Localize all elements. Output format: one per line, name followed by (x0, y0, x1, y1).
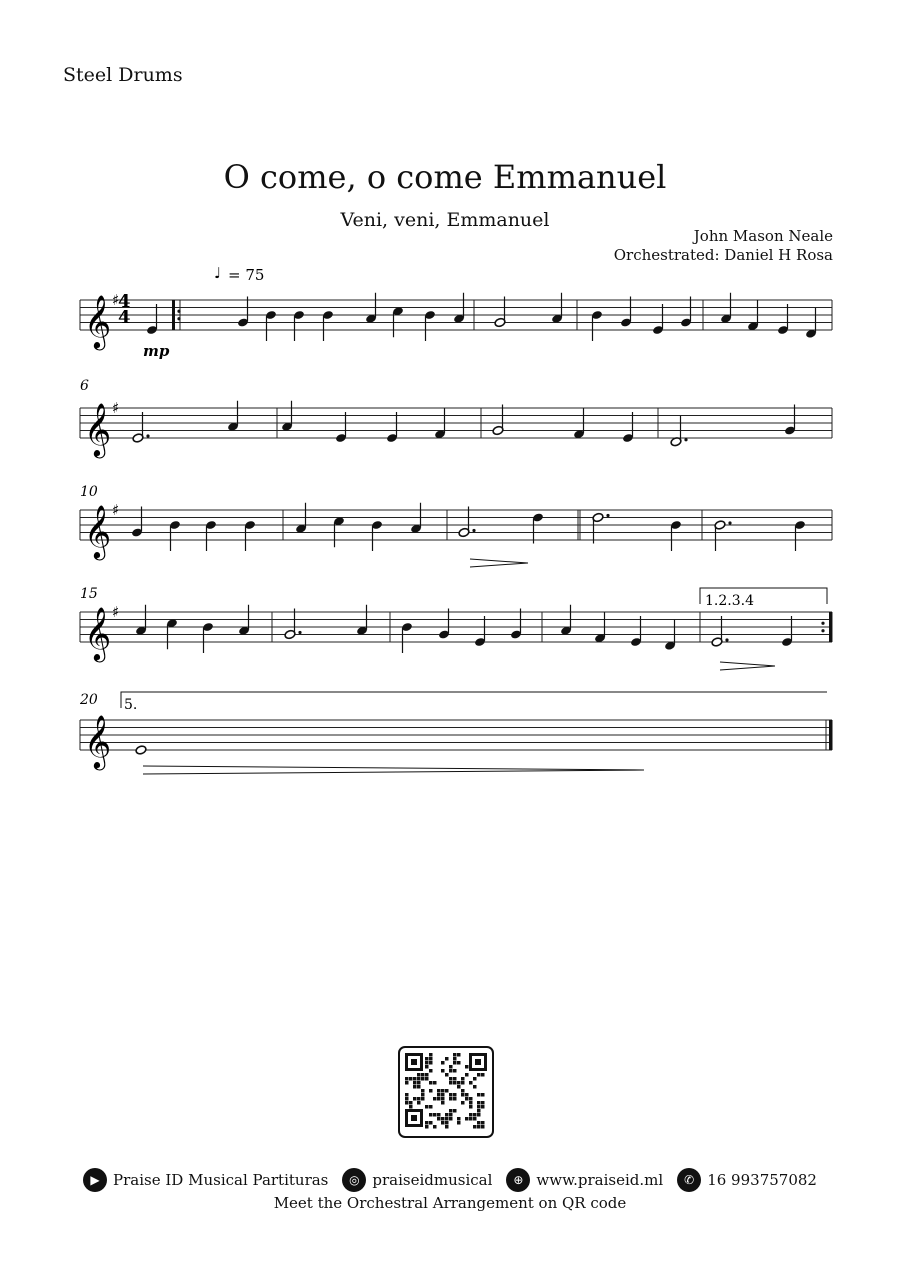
dynamic-mp: mp (143, 342, 170, 360)
qr-module (437, 1113, 441, 1117)
hairpin-decrescendo (720, 666, 775, 670)
qr-module (457, 1085, 461, 1089)
treble-clef-icon: 𝄞 (84, 714, 112, 768)
qr-module (409, 1101, 413, 1105)
qr-module (457, 1081, 461, 1085)
qr-module (441, 1121, 445, 1125)
qr-module (421, 1077, 425, 1081)
hairpin-decrescendo (143, 770, 644, 774)
qr-module (449, 1093, 453, 1097)
qr-module (453, 1061, 457, 1065)
time-signature-bottom: 4 (118, 307, 131, 328)
qr-module (449, 1081, 453, 1085)
qr-module (465, 1065, 469, 1069)
qr-module (449, 1065, 453, 1069)
qr-module (405, 1097, 409, 1101)
qr-module (445, 1121, 449, 1125)
youtube-icon: ▶ (83, 1168, 107, 1192)
qr-module (433, 1097, 437, 1101)
repeat-start-thick-bar (172, 300, 175, 330)
qr-module (477, 1093, 481, 1097)
dot (298, 631, 301, 634)
note-head (135, 745, 147, 755)
subtitle: Veni, veni, Emmanuel (340, 209, 550, 231)
qr-module (449, 1069, 453, 1073)
qr-module (449, 1109, 453, 1113)
qr-module (469, 1097, 473, 1101)
qr-module (449, 1097, 453, 1101)
qr-module (417, 1077, 421, 1081)
qr-module (477, 1101, 481, 1105)
youtube-channel[interactable]: Praise ID Musical Partituras (113, 1171, 329, 1189)
volta-2-label: 5. (124, 697, 138, 713)
qr-module (441, 1061, 445, 1065)
dot (728, 521, 731, 524)
tempo-note-glyph: ♩ (214, 264, 222, 282)
qr-module (465, 1073, 469, 1077)
composer: John Mason Neale (693, 227, 833, 245)
qr-module (437, 1093, 441, 1097)
repeat-dot (821, 629, 824, 632)
qr-module (481, 1093, 485, 1097)
qr-module (429, 1057, 433, 1061)
qr-module (425, 1073, 429, 1077)
time-signature-top: 4 (118, 291, 131, 312)
footer-note: Meet the Orchestral Arrangement on QR code (273, 1194, 627, 1212)
qr-module (465, 1117, 469, 1121)
qr-finder (411, 1059, 417, 1065)
measure-number-20: 20 (80, 692, 98, 708)
qr-code-icon (398, 1046, 494, 1138)
qr-module (477, 1105, 481, 1109)
qr-module (469, 1105, 473, 1109)
hairpin-decrescendo (470, 563, 528, 567)
instagram-icon: ◎ (342, 1168, 366, 1192)
dot (472, 529, 475, 532)
qr-module (457, 1053, 461, 1057)
dot (684, 438, 687, 441)
key-signature-sharp-icon: ♯ (112, 399, 120, 417)
qr-module (481, 1105, 485, 1109)
qr-module (461, 1081, 465, 1085)
qr-module (469, 1081, 473, 1085)
qr-module (409, 1077, 413, 1081)
qr-module (429, 1053, 433, 1057)
qr-module (445, 1125, 449, 1129)
qr-module (465, 1093, 469, 1097)
qr-module (449, 1077, 453, 1081)
qr-module (405, 1081, 409, 1085)
footer (0, 1168, 900, 1212)
qr-module (425, 1105, 429, 1109)
hairpin-decrescendo (720, 662, 775, 666)
qr-module (477, 1073, 481, 1077)
qr-module (421, 1073, 425, 1077)
qr-module (425, 1077, 429, 1081)
qr-module (457, 1121, 461, 1125)
dot (146, 434, 149, 437)
repeat-dot (821, 622, 824, 625)
qr-module (441, 1117, 445, 1121)
qr-module (445, 1113, 449, 1117)
qr-module (421, 1097, 425, 1101)
qr-module (441, 1089, 445, 1093)
qr-module (465, 1097, 469, 1101)
qr-module (405, 1101, 409, 1105)
qr-module (413, 1097, 417, 1101)
qr-module (481, 1073, 485, 1077)
qr-module (453, 1081, 457, 1085)
qr-module (469, 1117, 473, 1121)
qr-module (473, 1113, 477, 1117)
final-barline-thick (829, 720, 833, 750)
qr-finder (411, 1115, 417, 1121)
qr-module (425, 1057, 429, 1061)
qr-module (453, 1093, 457, 1097)
tempo-marking: = 75 (228, 266, 265, 284)
measure-number-6: 6 (80, 378, 89, 394)
qr-module (469, 1101, 473, 1105)
qr-module (453, 1097, 457, 1101)
qr-module (433, 1125, 437, 1129)
qr-module (437, 1097, 441, 1101)
music-marks (121, 293, 827, 774)
volta-1-label: 1.2.3.4 (705, 593, 754, 609)
qr-module (425, 1065, 429, 1069)
qr-module (449, 1113, 453, 1117)
qr-module (457, 1117, 461, 1121)
treble-clef-icon: 𝄞 (84, 294, 112, 348)
qr-module (413, 1081, 417, 1085)
repeat-dot (177, 310, 180, 313)
qr-module (449, 1117, 453, 1121)
staves (80, 291, 833, 770)
website-link[interactable]: www.praiseid.ml (536, 1171, 664, 1189)
qr-module (473, 1077, 477, 1081)
qr-module (481, 1101, 485, 1105)
qr-module (417, 1101, 421, 1105)
qr-module (461, 1093, 465, 1097)
qr-module (461, 1077, 465, 1081)
qr-module (453, 1053, 457, 1057)
treble-clef-icon: 𝄞 (84, 402, 112, 456)
qr-module (441, 1097, 445, 1101)
qr-module (445, 1117, 449, 1121)
qr-module (441, 1101, 445, 1105)
qr-module (429, 1069, 433, 1073)
qr-module (433, 1113, 437, 1117)
qr-module (437, 1117, 441, 1121)
whatsapp-number[interactable]: 16 993757082 (707, 1171, 817, 1189)
qr-module (417, 1081, 421, 1085)
qr-module (481, 1125, 485, 1129)
qr-module (413, 1077, 417, 1081)
qr-module (457, 1061, 461, 1065)
qr-module (425, 1121, 429, 1125)
qr-module (409, 1105, 413, 1109)
qr-module (445, 1073, 449, 1077)
qr-module (421, 1093, 425, 1097)
qr-module (453, 1057, 457, 1061)
qr-module (425, 1125, 429, 1129)
key-signature-sharp-icon: ♯ (112, 603, 120, 621)
qr-module (453, 1109, 457, 1113)
hairpin-decrescendo (470, 559, 528, 563)
qr-module (429, 1061, 433, 1065)
qr-module (429, 1113, 433, 1117)
qr-module (477, 1109, 481, 1113)
arranger: Orchestrated: Daniel H Rosa (613, 246, 833, 264)
repeat-end-thick-bar (829, 612, 832, 642)
qr-module (477, 1121, 481, 1125)
qr-module (413, 1085, 417, 1089)
page-title: O come, o come Emmanuel (223, 158, 667, 196)
repeat-dot (177, 317, 180, 320)
qr-module (405, 1077, 409, 1081)
qr-finder (475, 1059, 481, 1065)
qr-module (481, 1121, 485, 1125)
qr-module (429, 1089, 433, 1093)
qr-module (429, 1121, 433, 1125)
treble-clef-icon: 𝄞 (84, 504, 112, 558)
dot (606, 514, 609, 517)
qr-module (453, 1069, 457, 1073)
qr-module (425, 1061, 429, 1065)
volta-2-bracket (121, 692, 827, 708)
instrument-name: Steel Drums (63, 64, 183, 86)
qr-module (445, 1089, 449, 1093)
dot (725, 638, 728, 641)
qr-module (473, 1117, 477, 1121)
qr-module (421, 1089, 425, 1093)
measure-number-15: 15 (80, 586, 98, 602)
qr-module (437, 1089, 441, 1093)
qr-module (429, 1105, 433, 1109)
qr-module (445, 1057, 449, 1061)
qr-module (441, 1093, 445, 1097)
qr-module (441, 1069, 445, 1073)
key-signature-sharp-icon: ♯ (112, 501, 120, 519)
qr-module (453, 1077, 457, 1081)
qr-module (461, 1101, 465, 1105)
qr-module (433, 1081, 437, 1085)
key-signature-sharp-icon: ♯ (112, 291, 120, 309)
qr-module (417, 1097, 421, 1101)
qr-module (429, 1081, 433, 1085)
globe-icon: ⊕ (506, 1168, 530, 1192)
qr-module (461, 1089, 465, 1093)
hairpin-decrescendo (143, 766, 644, 770)
qr-module (417, 1073, 421, 1077)
qr-module (477, 1125, 481, 1129)
qr-module (477, 1113, 481, 1117)
whatsapp-icon: ✆ (677, 1168, 701, 1192)
qr-module (417, 1085, 421, 1089)
qr-module (473, 1085, 477, 1089)
qr-module (473, 1125, 477, 1129)
measure-number-10: 10 (80, 484, 98, 500)
instagram-handle[interactable]: praiseidmusical (372, 1171, 493, 1189)
qr-module (405, 1093, 409, 1097)
treble-clef-icon: 𝄞 (84, 606, 112, 660)
qr-module (469, 1113, 473, 1117)
